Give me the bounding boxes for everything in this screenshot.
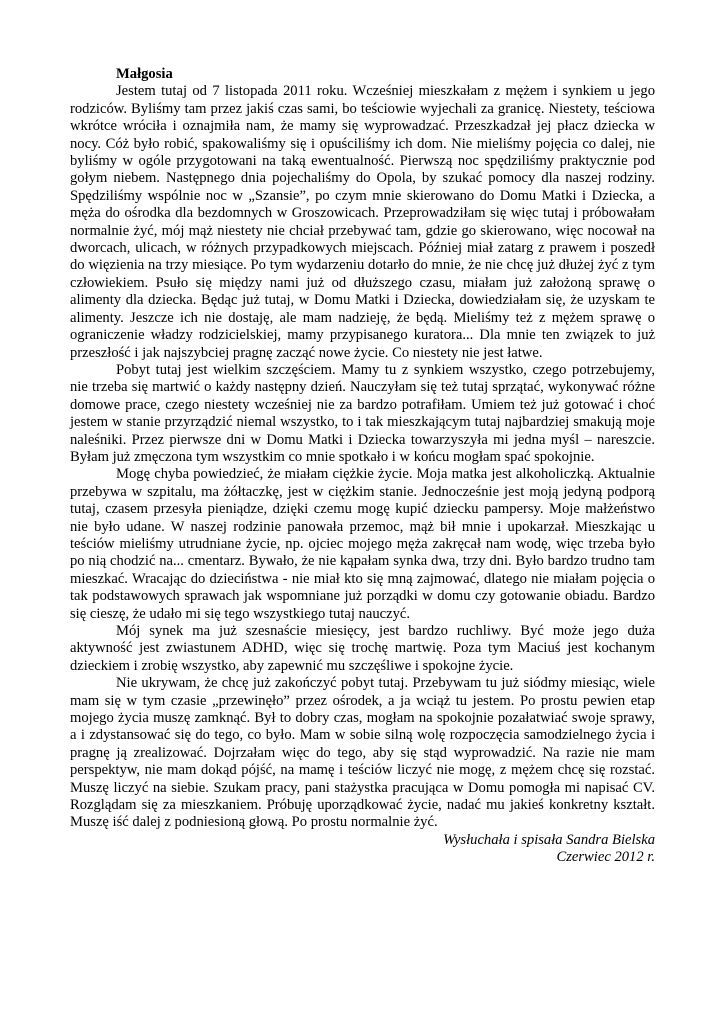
- document-page: [70, 66, 655, 867]
- paragraph-5: Nie ukrywam, że chcę już zakończyć pobyt tutaj. Przebywam tu już siódmy miesiąc, wiele mam się w tym czasie „przewinęło” przez ośrodek, a ja wciąż tu jestem. Po prostu pewien etap mojego życia muszę zamknąć. Był to dobry czas, mogłam na spokojnie pozałatwiać swoje sprawy, a i zdystansować się do tego, co było. Mam w sobie silną wolę rozpoczęcia samodzielnego życia i pragnę ją zrealizować. Dojrzałam więc do tego, aby się stąd wyprowadzić. Na razie nie mam perspektyw, nie mam dokąd pójść, na mamę i teściów liczyć nie mogę, z mężem chcę się rozstać. Muszę liczyć na siebie. Szukam pracy, pani stażystka pracująca w Domu pomogła mi napisać CV. Rozglądam się za mieszkaniem. Próbuję uporządkować życie, nadać mu jakieś konkretny kształt. Muszę iść dalej z podniesioną głową. Po prostu normalnie żyć.: [70, 675, 655, 831]
- signature-author: Wysłuchała i spisała Sandra Bielska: [443, 831, 655, 848]
- document-title: Małgosia: [116, 66, 173, 82]
- paragraph-1: Jestem tutaj od 7 listopada 2011 roku. Wcześniej mieszkałam z mężem i synkiem u jego rodziców. Byliśmy tam przez jakiś czas sami, bo teściowie wyjechali za granicę. Niestety, teściowa wkrótce wróciła i oznajmiła nam, że mamy się wyprowadzać. Przeszkadzał jej płacz dziecka w nocy. Cóż było robić, spakowaliśmy się i opuściliśmy ich dom. Nie mieliśmy pojęcia co dalej, nie byliśmy w ogóle przygotowani na taką ewentualność. Pierwszą noc spędziliśmy praktycznie pod gołym niebem. Następnego dnia pojechaliśmy do Opola, by szukać pomocy dla naszej rodziny. Spędziliśmy wspólnie noc w „Szansie”, po czym mnie skierowano do Domu Matki i Dziecka, a męża do ośrodka dla bezdomnych w Groszowicach. Przeprowadziłam się więc tutaj i próbowałam normalnie żyć, mój mąż niestety nie chciał przebywać tam, gdzie go skierowano, więc nocował na dworcach, ulicach, w różnych przypadkowych miejscach. Później miał zatarg z prawem i poszedł do więzienia na trzy miesiące. Po tym wydarzeniu dotarło do mnie, że nie chcę już dłużej żyć z tym człowiekiem. Psuło się między nami już od dłuższego czasu, miałam już założoną sprawę o alimenty dla dziecka. Będąc już tutaj, w Domu Matki i Dziecka, dowiedziałam się, że uzyskam te alimenty. Jeszcze ich nie dostaję, ale mam nadzieję, że będą. Mieliśmy też z mężem sprawę o ograniczenie władzy rodzicielskiej, mamy przypisanego kuratora... Dla mnie ten związek to już przeszłość i jak najszybciej pragnę zacząć nowe życie. Co niestety nie jest łatwe.: [70, 83, 655, 361]
- paragraph-2: Pobyt tutaj jest wielkim szczęściem. Mamy tu z synkiem wszystko, czego potrzebujemy, nie trzeba się martwić o każdy następny dzień. Nauczyłam się też tutaj sprzątać, wykonywać różne domowe prace, czego niestety wcześniej nie za bardzo potrafiłam. Umiem też już gotować i choć jestem w stanie przyrządzić niemal wszystko, to i tak mieszkającym tutaj najbardziej smakują moje naleśniki. Przez pierwsze dni w Domu Matki i Dziecka towarzyszyła mi jedna myśl – nareszcie. Byłam już zmęczona tym wszystkim co mnie spotkało i w końcu mogłam spać spokojnie.: [70, 361, 655, 465]
- signature-date: Czerwiec 2012 r.: [556, 849, 655, 866]
- paragraph-4: Mój synek ma już szesnaście miesięcy, jest bardzo ruchliwy. Być może jego duża aktywność jest zwiastunem ADHD, więc się trochę martwię. Poza tym Maciuś jest kochanym dzieckiem i zrobię wszystko, aby zapewnić mu szczęśliwe i spokojne życie.: [70, 623, 655, 674]
- paragraph-3: Mogę chyba powiedzieć, że miałam ciężkie życie. Moja matka jest alkoholiczką. Aktualnie przebywa w szpitalu, ma żółtaczkę, jest w ciężkim stanie. Jednocześnie jest moją jedyną podporą tutaj, czasem przesyła pieniądze, dzięki czemu mogę kupić dziecku pampersy. Moje małżeństwo nie było udane. W naszej rodzinie panowała przemoc, mąż bił mnie i upokarzał. Mieszkając u teściów mieliśmy utrudniane życie, np. ojciec mojego męża zakręcał nam wodę, więc trzeba było po nią chodzić na... cmentarz. Bywało, że nie kąpałam synka dwa, trzy dni. Było bardzo trudno tam mieszkać. Wracając do dzieciństwa - nie miał kto się mną zajmować, dlatego nie miałam pojęcia o tak podstawowych sprawach jak wspomniane już porządki w domu czy gotowanie obiadu. Bardzo się cieszę, że udało mi się tego wszystkiego tutaj nauczyć.: [70, 466, 655, 622]
